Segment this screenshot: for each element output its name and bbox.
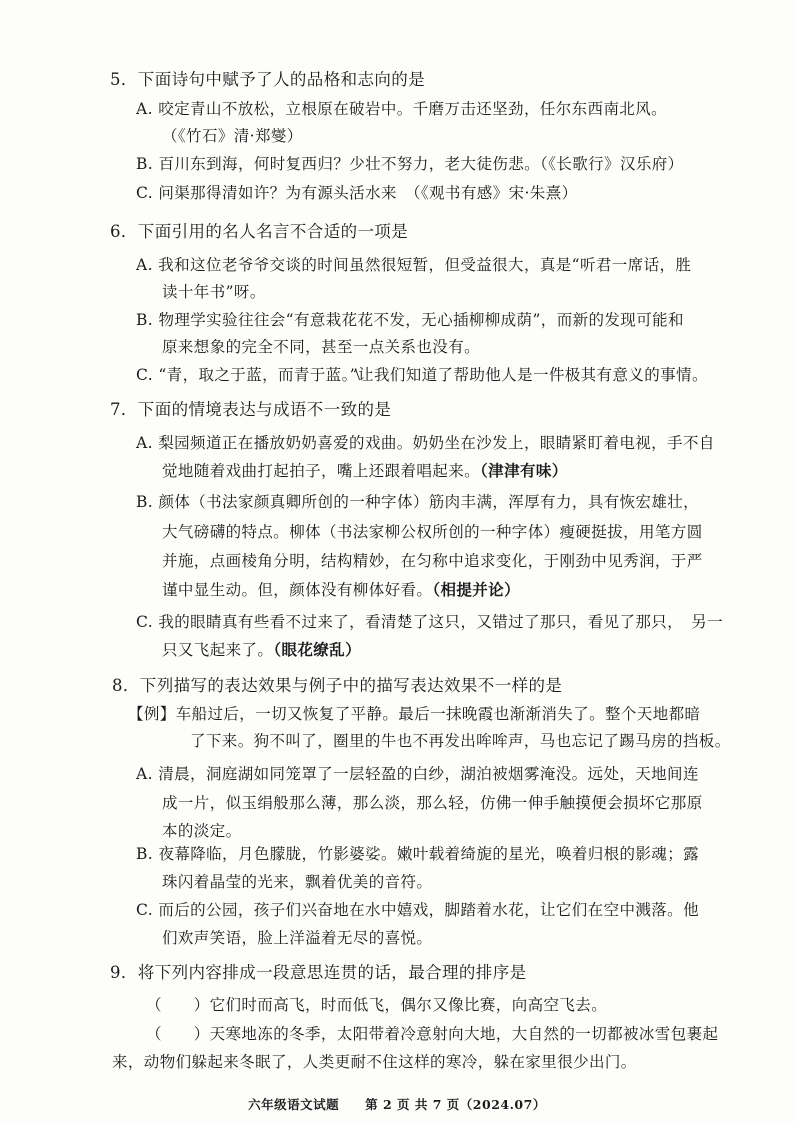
q8-option-a-line3: 本的淡定。 xyxy=(162,822,242,840)
q6-stem: 6．下面引用的名人名言不合适的一项是 xyxy=(110,222,409,241)
q5-option-b: B. 百川东到海，何时复西归？少壮不努力，老大徒伤悲。（《长歌行》汉乐府） xyxy=(136,155,684,173)
q6-option-c: C. “青，取之于蓝，而青于蓝。”让我们知道了帮助他人是一件极其有意义的事情。 xyxy=(136,366,708,384)
q5-option-a-line2: （《竹石》清·郑燮） xyxy=(162,127,303,145)
q7-option-a-line1: A. 梨园频道正在播放奶奶喜爱的戏曲。奶奶坐在沙发上，眼睛紧盯着电视，手不自 xyxy=(136,434,715,452)
q6-option-a-line2: 读十年书”呀。 xyxy=(162,283,266,301)
q7-option-b-line3: 并施，点画棱角分明，结构精妙，在匀称中追求变化，于刚劲中见秀润，于严 xyxy=(162,552,703,570)
q8-option-c-line1: C. 而后的公园，孩子们兴奋地在水中嬉戏，脚踏着水花，让它们在空中溅落。他 xyxy=(136,901,699,919)
q7-option-a-idiom: （津津有味） xyxy=(480,461,568,480)
q7-option-b-line1: B. 颜体（书法家颜真卿所创的一种字体）筋肉丰满，浑厚有力，具有恢宏雄壮， xyxy=(136,493,700,511)
q7-stem: 7．下面的情境表达与成语不一致的是 xyxy=(110,400,392,419)
q7-option-b-line4 xyxy=(162,580,520,600)
q8-option-c-line2: 们欢声笑语，脸上洋溢着无尽的喜悦。 xyxy=(162,929,433,947)
q7-option-c-line1: C. 我的眼睛真有些看不过来了，看清楚了这只，又错过了那只，看见了那只， 另一 xyxy=(136,613,724,631)
q9-sentence-2-line2: 来，动物们躲起来冬眠了，人类更耐不住这样的寒冷，躲在家里很少出门。 xyxy=(112,1053,637,1071)
q7-option-b-text: 谨中显生动。但，颜体没有柳体好看。 xyxy=(162,581,433,599)
q7-option-a-text: 觉地随着戏曲打起拍子，嘴上还跟着唱起来。 xyxy=(162,462,481,480)
q6-option-a-line1: A. 我和这位老爷爷交谈的时间虽然很短暂，但受益很大，真是“听君一席话，胜 xyxy=(136,256,692,274)
q5-stem: 5．下面诗句中赋予了人的品格和志向的是 xyxy=(110,70,426,89)
q7-option-c-line2 xyxy=(162,640,361,660)
page-footer: 六年级语文试题 第 2 页 共 7 页（2024.07） xyxy=(248,1097,546,1112)
q9-sentence-2-line1: （ ）天寒地冻的冬季，太阳带着冷意射向大地，大自然的一切都被冰雪包裹起 xyxy=(146,1025,719,1043)
q8-option-b-line2: 珠闪着晶莹的光来，飘着优美的音符。 xyxy=(162,873,433,891)
q9-stem: 9．将下列内容排成一段意思连贯的话，最合理的排序是 xyxy=(110,963,527,982)
q7-option-b-line2: 大气磅礴的特点。柳体（书法家柳公权所创的一种字体）瘦硬挺拔，用笔方圆 xyxy=(162,523,703,541)
q7-option-a-line2 xyxy=(162,461,568,481)
q5-option-a-line1: A. 咬定青山不放松，立根原在破岩中。千磨万击还坚劲，任尔东西南北风。 xyxy=(136,100,668,118)
q7-option-c-text: 只又飞起来了。 xyxy=(162,641,274,659)
q5-option-c: C. 问渠那得清如许？为有源头活水来 （《观书有感》宋·朱熹） xyxy=(136,184,578,202)
q6-option-b-line1: B. 物理学实验往往会“有意栽花花不发，无心插柳柳成荫”，而新的发现可能和 xyxy=(136,311,684,329)
q8-example-line1: 【例】车船过后，一切又恢复了平静。最后一抹晚霞也渐渐消失了。整个天地都暗 xyxy=(128,705,701,723)
q8-option-b-line1: B. 夜幕降临，月色朦胧，竹影婆娑。嫩叶载着绮旎的星光，唤着归根的影魂；露 xyxy=(136,845,700,863)
q7-option-c-idiom: （眼花缭乱） xyxy=(273,640,361,659)
q7-option-b-idiom: （相提并论） xyxy=(432,580,520,599)
q8-option-a-line2: 成一片，似玉绢般那么薄，那么淡，那么轻，仿佛一伸手触摸便会损坏它那原 xyxy=(162,794,703,812)
q8-example-line2: 了下来。狗不叫了，圈里的牛也不再发出哞哞声，马也忘记了踢马房的挡板。 xyxy=(190,732,731,750)
q8-option-a-line1: A. 清晨，洞庭湖如同笼罩了一层轻盈的白纱，湖泊被烟雾淹没。远处，天地间连 xyxy=(136,765,699,783)
q8-stem: 8．下列描写的表达效果与例子中的描写表达效果不一样的是 xyxy=(112,676,563,695)
q6-option-b-line2: 原来想象的完全不同，甚至一点关系也没有。 xyxy=(162,338,481,356)
q9-sentence-1: （ ）它们时而高飞，时而低飞，偶尔又像比赛，向高空飞去。 xyxy=(146,996,608,1014)
